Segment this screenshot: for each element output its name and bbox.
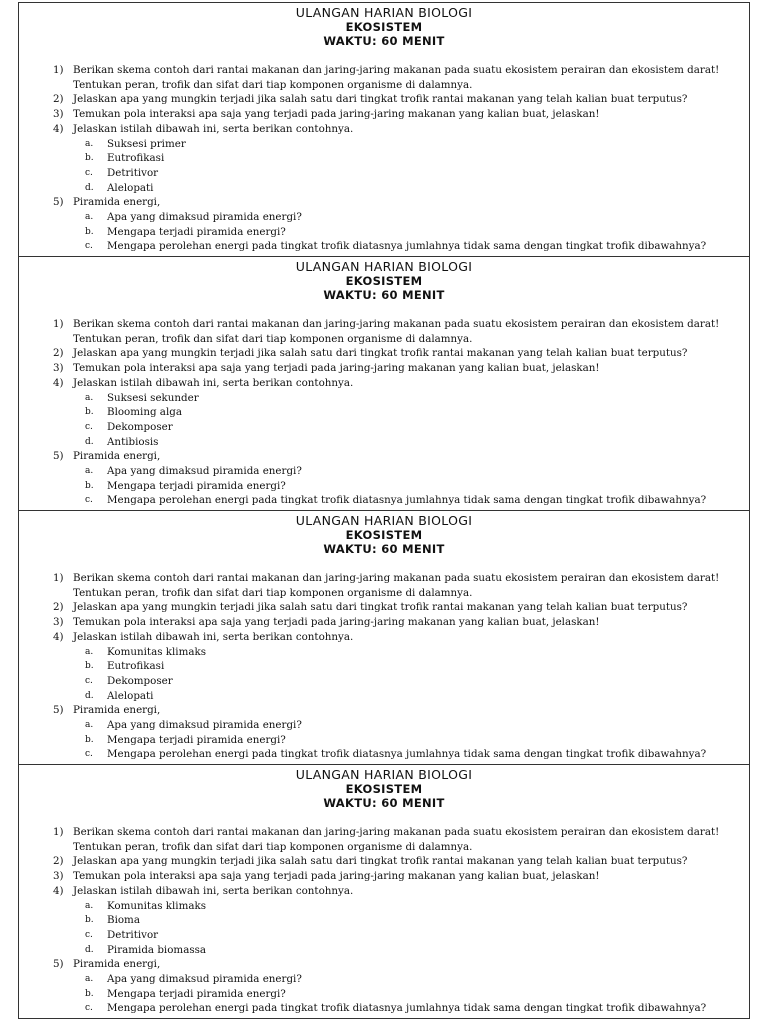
option-text: Suksesi sekunder [107, 391, 199, 404]
option-letter: a. [85, 720, 94, 731]
option-letter: b. [85, 734, 94, 745]
option-text: Detritivor [107, 928, 159, 941]
question-item [19, 361, 749, 376]
exam-sheet [18, 764, 750, 1019]
option-letter: a. [85, 974, 94, 985]
question-text: Jelaskan istilah dibawah ini, serta berikan contohnya. [73, 630, 354, 643]
question-number: 4) [53, 122, 64, 135]
question-number: 5) [53, 704, 64, 717]
question-number: 4) [53, 884, 64, 897]
exam-sheet [18, 256, 750, 511]
question-number: 4) [53, 376, 64, 389]
option-text: Apa yang dimaksud piramida energi? [107, 719, 302, 732]
option-text: Detritivor [107, 166, 159, 179]
question-list [19, 571, 749, 762]
question-number: 2) [53, 347, 64, 360]
option-letter: a. [85, 466, 94, 477]
option-text: Piramida biomassa [107, 943, 207, 956]
question-item [19, 449, 749, 464]
exam-title: ULANGAN HARIAN BIOLOGI [295, 259, 473, 274]
option-letter: b. [85, 661, 94, 672]
option-letter: c. [85, 421, 93, 432]
question-item [19, 92, 749, 107]
option-item [19, 166, 749, 181]
exam-time: WAKTU: 60 MENIT [323, 796, 445, 810]
question-text: Jelaskan apa yang mungkin terjadi jika salah satu dari tingkat trofik rantai makanan yang telah kalian buat terputus? [73, 93, 688, 106]
question-item [19, 571, 749, 600]
option-letter: b. [85, 988, 94, 999]
option-text: Apa yang dimaksud piramida energi? [107, 973, 302, 986]
option-text: Mengapa terjadi piramida energi? [107, 733, 286, 746]
question-text: Jelaskan istilah dibawah ini, serta berikan contohnya. [73, 122, 354, 135]
question-item [19, 957, 749, 972]
question-number: 2) [53, 93, 64, 106]
exam-time: WAKTU: 60 MENIT [323, 34, 445, 48]
option-item [19, 928, 749, 943]
question-number: 5) [53, 958, 64, 971]
sheet-header [19, 3, 749, 48]
question-text: Piramida energi, [73, 704, 161, 717]
option-letter: a. [85, 138, 94, 149]
question-item [19, 703, 749, 718]
question-item [19, 107, 749, 122]
question-number: 3) [53, 362, 64, 375]
exam-time: WAKTU: 60 MENIT [323, 542, 445, 556]
exam-title: ULANGAN HARIAN BIOLOGI [295, 5, 473, 20]
option-text: Eutrofikasi [107, 660, 165, 673]
option-letter: a. [85, 392, 94, 403]
option-letter: c. [85, 1003, 93, 1014]
option-letter: a. [85, 900, 94, 911]
sheet-header [19, 257, 749, 302]
option-text: Mengapa perolehan energi pada tingkat trofik diatasnya jumlahnya tidak sama dengan tingkat trofik dibawahnya? [107, 1002, 707, 1015]
question-text: Temukan pola interaksi apa saja yang terjadi pada jaring-jaring makanan yang kalian buat, jelaskan! [73, 362, 600, 375]
question-text: Berikan skema contoh dari rantai makanan dan jaring-jaring makanan pada suatu ekosistem perairan dan ekosistem darat! Tentukan peran, trofik dan sifat dari tiap komponen organisme di dalamnya. [73, 572, 720, 599]
option-text: Bioma [107, 914, 140, 927]
question-text: Temukan pola interaksi apa saja yang terjadi pada jaring-jaring makanan yang kalian buat, jelaskan! [73, 616, 600, 629]
option-item [19, 943, 749, 958]
option-item [19, 972, 749, 987]
option-item [19, 689, 749, 704]
option-letter: b. [85, 153, 94, 164]
question-item [19, 317, 749, 346]
option-letter: b. [85, 480, 94, 491]
option-item [19, 674, 749, 689]
sheet-header [19, 765, 749, 810]
question-item [19, 63, 749, 92]
option-item [19, 733, 749, 748]
option-item [19, 645, 749, 660]
option-item [19, 899, 749, 914]
option-letter: b. [85, 915, 94, 926]
option-letter: c. [85, 495, 93, 506]
option-letter: d. [85, 944, 94, 955]
option-item [19, 659, 749, 674]
question-number: 4) [53, 630, 64, 643]
question-number: 3) [53, 108, 64, 121]
question-list [19, 317, 749, 508]
option-item [19, 151, 749, 166]
option-text: Mengapa terjadi piramida energi? [107, 987, 286, 1000]
option-letter: d. [85, 436, 94, 447]
option-text: Blooming alga [107, 406, 182, 419]
option-text: Suksesi primer [107, 137, 186, 150]
question-number: 2) [53, 601, 64, 614]
question-item [19, 600, 749, 615]
option-letter: a. [85, 212, 94, 223]
option-item [19, 479, 749, 494]
option-item [19, 405, 749, 420]
option-item [19, 225, 749, 240]
option-item [19, 718, 749, 733]
question-number: 1) [53, 318, 64, 330]
option-text: Dekomposer [107, 674, 173, 687]
exam-time: WAKTU: 60 MENIT [323, 288, 445, 302]
question-text: Jelaskan apa yang mungkin terjadi jika salah satu dari tingkat trofik rantai makanan yang telah kalian buat terputus? [73, 855, 688, 868]
option-text: Eutrofikasi [107, 152, 165, 165]
question-item [19, 869, 749, 884]
question-item [19, 195, 749, 210]
question-item [19, 122, 749, 137]
option-item [19, 493, 749, 508]
option-item [19, 464, 749, 479]
question-text: Berikan skema contoh dari rantai makanan dan jaring-jaring makanan pada suatu ekosistem perairan dan ekosistem darat! Tentukan peran, trofik dan sifat dari tiap komponen organisme di dalamnya. [73, 64, 720, 91]
question-item [19, 376, 749, 391]
option-item [19, 239, 749, 254]
exam-title: ULANGAN HARIAN BIOLOGI [295, 513, 473, 528]
option-letter: c. [85, 241, 93, 252]
option-text: Mengapa terjadi piramida energi? [107, 225, 286, 238]
option-item [19, 420, 749, 435]
question-text: Jelaskan istilah dibawah ini, serta berikan contohnya. [73, 884, 354, 897]
question-text: Temukan pola interaksi apa saja yang terjadi pada jaring-jaring makanan yang kalian buat, jelaskan! [73, 870, 600, 883]
option-letter: c. [85, 929, 93, 940]
option-letter: a. [85, 646, 94, 657]
option-text: Apa yang dimaksud piramida energi? [107, 211, 302, 224]
option-text: Apa yang dimaksud piramida energi? [107, 465, 302, 478]
option-item [19, 1001, 749, 1016]
option-text: Alelopati [107, 181, 154, 194]
question-item [19, 884, 749, 899]
option-item [19, 391, 749, 406]
option-item [19, 435, 749, 450]
question-text: Berikan skema contoh dari rantai makanan dan jaring-jaring makanan pada suatu ekosistem perairan dan ekosistem darat! Tentukan peran, trofik dan sifat dari tiap komponen organisme di dalamnya. [73, 318, 720, 345]
question-text: Piramida energi, [73, 196, 161, 209]
option-item [19, 181, 749, 196]
question-item [19, 615, 749, 630]
question-text: Jelaskan istilah dibawah ini, serta berikan contohnya. [73, 376, 354, 389]
question-number: 3) [53, 616, 64, 629]
question-number: 1) [53, 826, 64, 838]
question-item [19, 630, 749, 645]
option-letter: b. [85, 407, 94, 418]
sheet-header [19, 511, 749, 556]
exam-subject: EKOSISTEM [345, 782, 423, 796]
question-item [19, 854, 749, 869]
question-list [19, 63, 749, 254]
option-letter: c. [85, 749, 93, 760]
option-text: Mengapa terjadi piramida energi? [107, 479, 286, 492]
option-text: Dekomposer [107, 420, 173, 433]
option-letter: c. [85, 167, 93, 178]
option-item [19, 747, 749, 762]
question-number: 3) [53, 870, 64, 883]
option-letter: d. [85, 182, 94, 193]
question-text: Jelaskan apa yang mungkin terjadi jika salah satu dari tingkat trofik rantai makanan yang telah kalian buat terputus? [73, 601, 688, 614]
exam-title: ULANGAN HARIAN BIOLOGI [295, 767, 473, 782]
option-item [19, 137, 749, 152]
option-item [19, 913, 749, 928]
question-number: 1) [53, 572, 64, 584]
option-text: Alelopati [107, 689, 154, 702]
option-letter: c. [85, 675, 93, 686]
option-letter: b. [85, 226, 94, 237]
option-text: Antibiosis [107, 435, 159, 448]
option-text: Mengapa perolehan energi pada tingkat trofik diatasnya jumlahnya tidak sama dengan tingkat trofik dibawahnya? [107, 494, 707, 507]
option-text: Mengapa perolehan energi pada tingkat trofik diatasnya jumlahnya tidak sama dengan tingkat trofik dibawahnya? [107, 240, 707, 253]
question-item [19, 346, 749, 361]
exam-subject: EKOSISTEM [345, 20, 423, 34]
question-number: 2) [53, 855, 64, 868]
exam-subject: EKOSISTEM [345, 528, 423, 542]
option-letter: d. [85, 690, 94, 701]
exam-sheet [18, 510, 750, 765]
question-text: Berikan skema contoh dari rantai makanan dan jaring-jaring makanan pada suatu ekosistem perairan dan ekosistem darat! Tentukan peran, trofik dan sifat dari tiap komponen organisme di dalamnya. [73, 826, 720, 853]
question-number: 1) [53, 64, 64, 76]
exam-sheets [18, 2, 750, 1019]
option-item [19, 210, 749, 225]
question-number: 5) [53, 196, 64, 209]
exam-subject: EKOSISTEM [345, 274, 423, 288]
question-text: Jelaskan apa yang mungkin terjadi jika salah satu dari tingkat trofik rantai makanan yang telah kalian buat terputus? [73, 347, 688, 360]
question-item [19, 825, 749, 854]
option-text: Mengapa perolehan energi pada tingkat trofik diatasnya jumlahnya tidak sama dengan tingkat trofik dibawahnya? [107, 748, 707, 761]
question-list [19, 825, 749, 1016]
question-text: Temukan pola interaksi apa saja yang terjadi pada jaring-jaring makanan yang kalian buat, jelaskan! [73, 108, 600, 121]
question-text: Piramida energi, [73, 450, 161, 463]
option-text: Komunitas klimaks [107, 645, 207, 658]
question-text: Piramida energi, [73, 958, 161, 971]
option-text: Komunitas klimaks [107, 899, 207, 912]
exam-sheet [18, 2, 750, 257]
question-number: 5) [53, 450, 64, 463]
option-item [19, 987, 749, 1002]
